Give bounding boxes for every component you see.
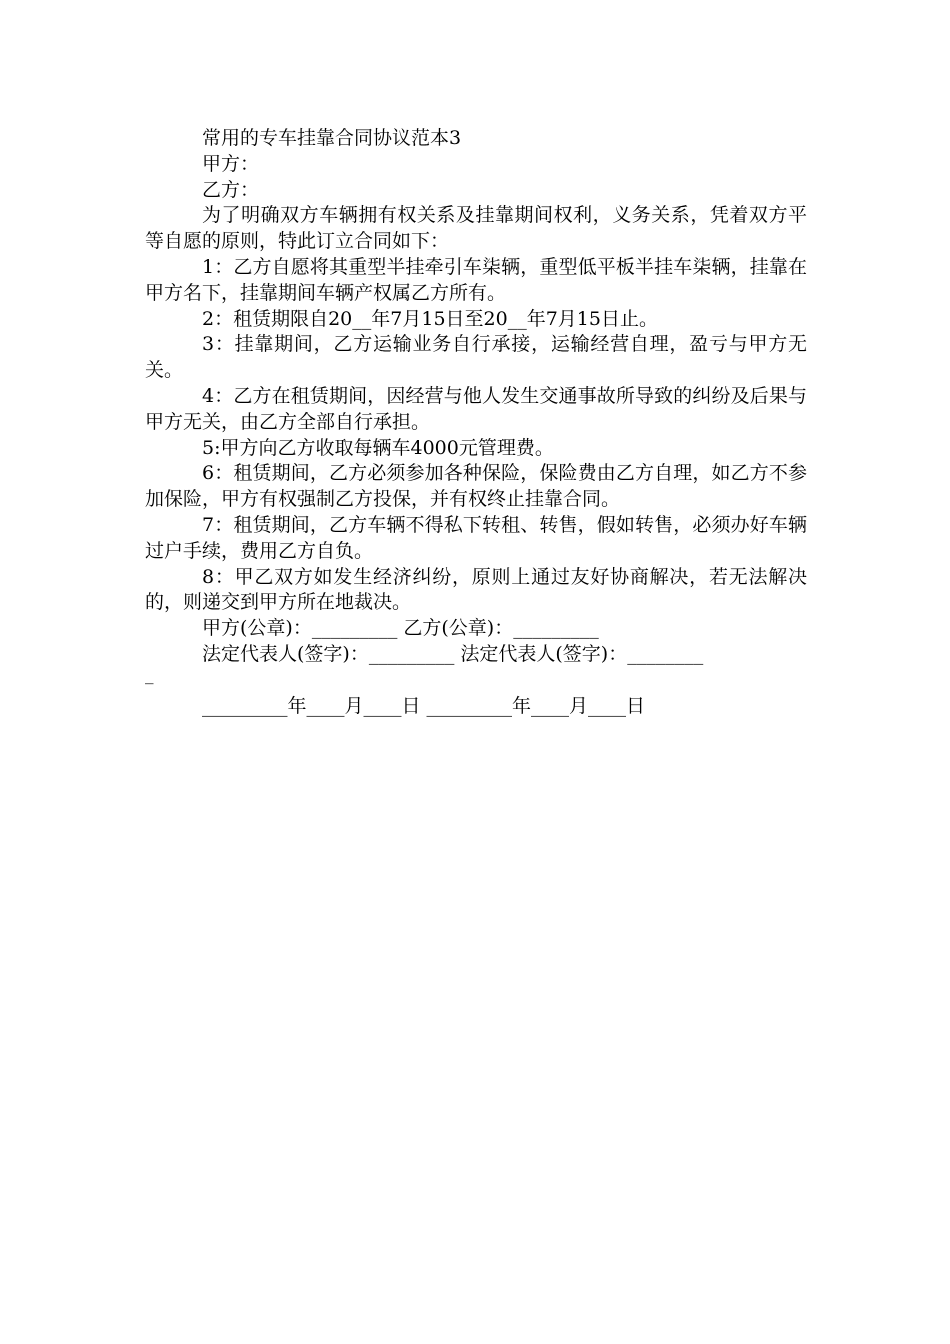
clause-4: 4：乙方在租赁期间，因经营与他人发生交通事故所导致的纠纷及后果与甲方无关，由乙方全部自行承担。 <box>145 384 807 433</box>
clause-8: 8：甲乙双方如发生经济纠纷，原则上通过友好协商解决，若无法解决的，则递交到甲方所在地裁决。 <box>145 565 807 614</box>
representative-signature-line-tail: _ <box>145 664 154 685</box>
clause-6: 6：租赁期间，乙方必须参加各种保险，保险费由乙方自理，如乙方不参加保险，甲方有权强制乙方投保，并有权终止挂靠合同。 <box>145 462 807 511</box>
seal-signature-line: 甲方(公章)：_________ 乙方(公章)：_________ <box>202 617 599 640</box>
intro-paragraph: 为了明确双方车辆拥有权关系及挂靠期间权利，义务关系，凭着双方平等自愿的原则，特此订立合同如下： <box>145 204 807 253</box>
document-page <box>145 126 807 720</box>
clause-5: 5:甲方向乙方收取每辆车4000元管理费。 <box>202 436 554 459</box>
representative-signature-line: 法定代表人(签字)：_________ 法定代表人(签字)：________ <box>202 642 704 665</box>
document-title: 常用的专车挂靠合同协议范本3 <box>202 127 462 149</box>
party-b-label: 乙方： <box>202 178 260 201</box>
clause-1: 1：乙方自愿将其重型半挂牵引车柒辆，重型低平板半挂车柒辆，挂靠在甲方名下，挂靠期间车辆产权属乙方所有。 <box>145 255 807 304</box>
clause-2: 2：租赁期限自20__年7月15日至20__年7月15日止。 <box>202 307 658 330</box>
date-line: _________年____月____日 _________年____月____日 <box>202 694 646 717</box>
party-a-label: 甲方： <box>202 152 260 175</box>
clause-7: 7：租赁期间，乙方车辆不得私下转租、转售，假如转售，必须办好车辆过户手续，费用乙方自负。 <box>145 513 807 562</box>
clause-3: 3：挂靠期间，乙方运输业务自行承接，运输经营自理，盈亏与甲方无关。 <box>145 333 807 382</box>
